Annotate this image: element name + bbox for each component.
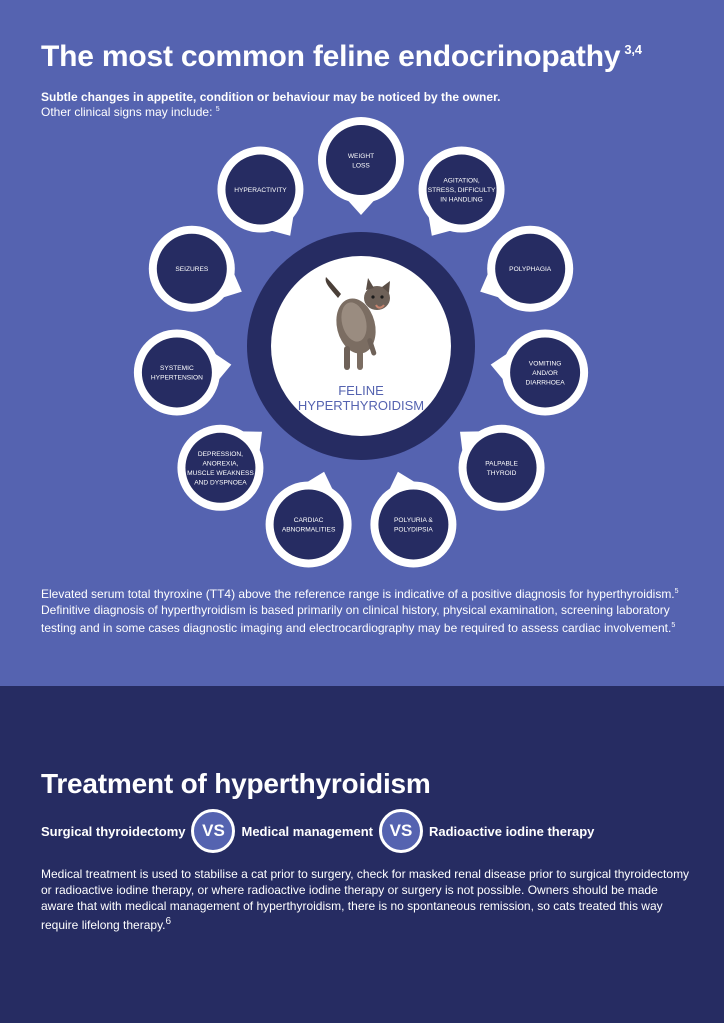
sign-bubble — [459, 425, 545, 511]
sign-label: POLYDIPSIA — [394, 526, 433, 534]
sign-label: IN HANDLING — [440, 196, 483, 204]
treatment-option-medical: Medical management — [241, 823, 373, 839]
sign-label: ABNORMALITIES — [281, 526, 336, 534]
sign-label: POLYURIA & — [394, 517, 433, 525]
bubble-inner — [185, 433, 255, 503]
page-title-text: The most common feline endocrinopathy — [41, 40, 621, 73]
center-label-line1: FELINE — [338, 383, 384, 398]
center-label-line2: HYPERTHYROIDISM — [297, 398, 425, 413]
sign-label: SYSTEMIC — [160, 365, 194, 373]
diagnosis-paragraph — [41, 584, 691, 636]
sign-label: DEPRESSION, — [197, 451, 243, 459]
bubble-inner — [326, 125, 396, 195]
treatment-paragraph — [41, 866, 691, 933]
treatment-option-radioiodine: Radioactive iodine therapy — [428, 823, 595, 839]
sign-bubble — [177, 425, 263, 511]
vs-badge: VS — [379, 809, 423, 853]
sign-bubble — [217, 147, 303, 236]
subtitle: Subtle changes in appetite, condition or behaviour may be noticed by the owner. — [41, 90, 501, 104]
sign-label: AND/OR — [532, 369, 558, 377]
treatment-ref: 6 — [165, 916, 172, 927]
subtitle-reference: 5 — [215, 106, 220, 113]
sign-label: PALPABLE — [485, 460, 518, 468]
sign-bubble — [419, 147, 505, 236]
diagnosis-ref-b: 5 — [671, 622, 676, 629]
diagnosis-text-a: Elevated serum total thyroxine (TT4) above the reference range is indicative of a positive diagnosis for hyperthyroidism. — [41, 587, 675, 601]
sign-label: VOMITING — [528, 360, 562, 368]
sign-bubble — [134, 329, 231, 415]
treatment-title: Treatment of hyperthyroidism — [41, 768, 431, 799]
bubble-inner — [378, 489, 448, 559]
sign-label: CARDIAC — [293, 517, 324, 525]
sign-label: ANOREXIA, — [202, 460, 239, 468]
sign-label: AND DYSPNOEA — [194, 479, 247, 487]
sign-label: STRESS, DIFFICULTY — [427, 187, 496, 195]
sign-label: AGITATION, — [443, 177, 480, 185]
sign-label: MUSCLE WEAKNESS — [187, 470, 254, 478]
bubble-inner — [274, 489, 344, 559]
sign-label: DIARRHOEA — [525, 379, 565, 387]
sign-bubble — [370, 472, 456, 568]
subtitle-clinical-signs-text: Other clinical signs may include: — [41, 105, 213, 119]
sign-label: LOSS — [352, 162, 370, 170]
sign-label: POLYPHAGIA — [509, 266, 552, 274]
sign-label: HYPERTENSION — [150, 374, 203, 382]
sign-label: THYROID — [486, 470, 517, 478]
sign-bubble — [149, 226, 242, 312]
bubble-inner — [142, 337, 212, 407]
sign-bubble — [318, 117, 404, 215]
sign-bubble — [491, 329, 588, 415]
treatment-options — [41, 808, 594, 854]
sign-bubble — [266, 472, 352, 568]
diagnosis-ref-a: 5 — [674, 588, 679, 595]
title-reference: 3,4 — [624, 42, 642, 57]
bottom-section — [0, 686, 724, 1023]
bubble-inner — [467, 433, 537, 503]
sign-bubble — [480, 226, 573, 312]
diagnosis-text-b: Definitive diagnosis of hyperthyroidism is based primarily on clinical history, physical examination, screening laboratory testing and in some cases diagnostic imaging and electrocardiography may be required to assess cardiac involvement. — [41, 603, 672, 635]
treatment-text: Medical treatment is used to stabilise a cat prior to surgery, check for masked renal disease prior to surgical thyroidectomy or radioactive iodine therapy, or where radioactive iodine therapy or surgery is not possible. Owners should be made aware that with medical management of hyperthyroidism, there is no spontaneous remission, so cats treated this way require lifelong therapy. — [41, 867, 690, 932]
sign-label: WEIGHT — [347, 152, 375, 160]
sign-label: HYPERACTIVITY — [234, 187, 287, 195]
vs-badge: VS — [191, 809, 235, 853]
sign-label: SEIZURES — [175, 266, 209, 274]
treatment-option-surgery: Surgical thyroidectomy — [41, 823, 186, 839]
